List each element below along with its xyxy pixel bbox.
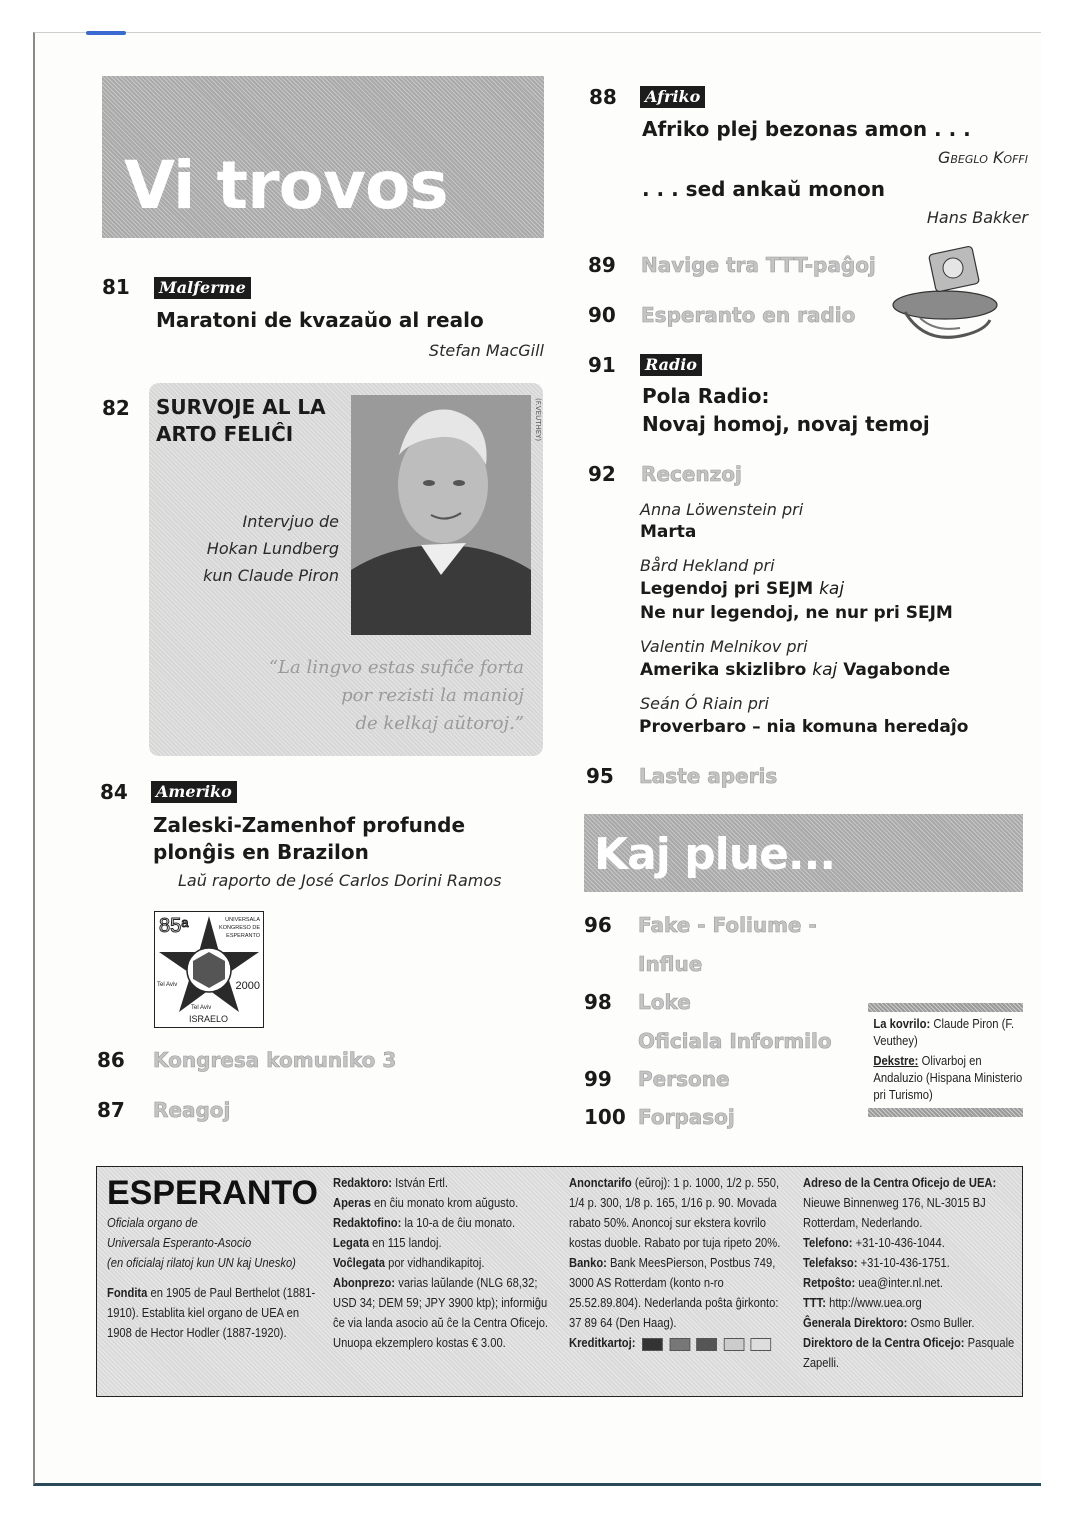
field-value: en 115 landoj.: [372, 1235, 442, 1250]
article-title-line[interactable]: Pola Radio:: [642, 384, 770, 408]
page-number: 86: [97, 1048, 125, 1072]
field-value: Bank MeesPierson, Postbus 749, 3000 AS Rotterdam (konto n-ro 25.52.89.804). Nederlanda poŝta ĝirkonto: 37 89 64 (Den Haag).: [569, 1255, 779, 1330]
computer-illustration-icon: [890, 240, 1010, 350]
credit-card-icons: [639, 1334, 772, 1354]
article-title[interactable]: Afriko plej bezonas amon . . .: [642, 117, 971, 141]
article-author: Hans Bakker: [926, 208, 1028, 227]
section-tag: Ameriko: [151, 781, 237, 803]
colophon-field: [333, 1213, 557, 1233]
photo-credit: (F.VEUTHEY): [534, 398, 542, 442]
note-divider: [868, 1108, 1023, 1117]
colophon-field: [333, 1193, 557, 1213]
field-label: Voĉlegata: [333, 1255, 385, 1270]
article-title-grey[interactable]: Laste aperis: [639, 764, 778, 788]
article-title-line[interactable]: Novaj homoj, novaj temoj: [642, 412, 930, 436]
note-label: La kovrilo:: [873, 1017, 931, 1031]
jcb-card-icon: [751, 1338, 772, 1351]
section-title-grey[interactable]: Persone: [638, 1067, 730, 1091]
section-title-grey[interactable]: Fake - Foliume -: [638, 913, 817, 937]
stamp-country: ISRAELO: [189, 1014, 229, 1024]
field-label: Telefakso:: [803, 1255, 858, 1270]
colophon-field: [569, 1173, 793, 1253]
article-title-grey[interactable]: Reagoj: [153, 1098, 231, 1122]
diners-card-icon: [724, 1338, 745, 1351]
colophon-field: [803, 1273, 1018, 1293]
pull-quote-line: por rezisti la manioj: [341, 685, 524, 706]
section-title-grey[interactable]: Forpasoj: [638, 1105, 735, 1129]
conjunction: kaj: [812, 660, 838, 680]
subtitle-line: (en oficialaj rilatoj kun UN kaj Unesko): [107, 1255, 296, 1270]
reviewer-name: Valentin Melnikov pri: [640, 637, 808, 656]
field-label: Retpoŝto:: [803, 1275, 856, 1290]
section-title-grey[interactable]: Oficiala Informilo: [638, 1029, 832, 1053]
section-title-grey[interactable]: Loke: [638, 990, 691, 1014]
field-value: +31-10-436-1044.: [855, 1235, 945, 1250]
reviewed-book-line[interactable]: [640, 579, 844, 599]
field-value: +31-10-436-1751.: [860, 1255, 950, 1270]
book-title: Legendoj pri SEJM: [640, 579, 814, 599]
cover-note: [868, 1003, 1023, 1117]
portrait-illustration: [351, 395, 531, 635]
section-title-grey[interactable]: Influe: [638, 952, 703, 976]
book-title: Amerika skizlibro: [640, 660, 807, 680]
stamp-line: KONGRESO DE: [219, 925, 260, 931]
colophon-field: [803, 1293, 1018, 1313]
note-value: Olivarboj en Andaluzio (Hispana Ministerio pri Turismo): [873, 1054, 1023, 1102]
page-number: 91: [588, 353, 616, 377]
banner-kaj-plue: [584, 814, 1023, 892]
interview-intro-line: Hokan Lundberg: [206, 539, 339, 558]
field-value: por vidhandikapitoj.: [388, 1255, 485, 1270]
feature-title-line[interactable]: ARTO FELIĈI: [156, 422, 294, 446]
article-title-grey[interactable]: Kongresa komuniko 3: [153, 1048, 397, 1072]
note-divider: [868, 1003, 1023, 1012]
reviewer-name: Seán Ó Riain pri: [640, 694, 769, 713]
note-label: Dekstre:: [873, 1054, 919, 1068]
subtitle-line: Universala Esperanto-Asocio: [107, 1235, 252, 1250]
article-title-line[interactable]: Zaleski-Zamenhof profunde: [153, 813, 466, 837]
email-link[interactable]: uea@inter.nl.net.: [858, 1275, 943, 1290]
section-tag: Afriko: [640, 86, 705, 108]
section-tag: Malferme: [154, 277, 251, 299]
colophon-field: [803, 1333, 1018, 1373]
field-label: Direktoro de la Centra Oficejo:: [803, 1335, 965, 1350]
colophon-field: [803, 1253, 1018, 1273]
field-label: TTT:: [803, 1295, 826, 1310]
field-value: varias laŭlande (NLG 68,32; USD 34; DEM 59; JPY 3900 ktp); informiĝu ĉe via landa asocio aŭ ĉe la Centra Oficejo. Unuopa ekzemplero kostas € 3.00.: [333, 1275, 549, 1350]
stamp-number: [159, 915, 188, 938]
colophon-field: [803, 1233, 1018, 1253]
reviewed-book-line[interactable]: [640, 660, 950, 680]
article-author: Laŭ raporto de José Carlos Dorini Ramos: [178, 871, 502, 890]
note-value: Claude Piron (F. Veuthey): [873, 1017, 1015, 1048]
page-number: 84: [100, 780, 128, 804]
field-value: Nieuwe Binnenweg 176, NL-3015 BJ Rotterdam, Nederlando.: [803, 1195, 986, 1230]
colophon-field: [569, 1253, 793, 1333]
field-label: Banko:: [569, 1255, 607, 1270]
colophon-field: [803, 1313, 1018, 1333]
pull-quote-line: “La lingvo estas sufiĉe forta: [268, 657, 524, 678]
page-number: 89: [588, 253, 616, 277]
stamp-city: Tel Aviv: [191, 1005, 212, 1011]
portrait-photo: [351, 395, 531, 635]
colophon-col-2: [333, 1173, 557, 1353]
website-link[interactable]: http://www.uea.org: [829, 1295, 922, 1310]
subtitle-line: Oficiala organo de: [107, 1215, 198, 1230]
article-title-grey[interactable]: Navige tra TTT-paĝoj: [641, 253, 876, 277]
page-number: 88: [589, 85, 617, 109]
page-number: 96: [584, 913, 612, 937]
stamp-year: 2000: [235, 980, 260, 992]
pull-quote-line: de kelkaj aŭtoroj.”: [355, 713, 524, 734]
esperanto-logo: ESPERANTO: [107, 1174, 318, 1212]
page-number: 82: [102, 396, 130, 420]
field-label: Legata: [333, 1235, 370, 1250]
page-number: 95: [586, 764, 614, 788]
stamp-superscript: a: [181, 915, 189, 930]
field-label: Aperas: [333, 1195, 371, 1210]
page-number: 98: [584, 990, 612, 1014]
page-number: 92: [588, 462, 616, 486]
reviewed-book[interactable]: Proverbaro – nia komuna heredaĵo: [639, 717, 969, 737]
stamp-edition: 85: [159, 915, 182, 937]
banner-title: Vi trovos: [124, 147, 448, 224]
field-label: Fondita: [107, 1285, 148, 1300]
colophon-col-4: [803, 1173, 1017, 1373]
stamp-caption: [219, 916, 260, 940]
field-label: Redaktoro:: [333, 1175, 393, 1190]
colophon-field: [333, 1233, 557, 1253]
colophon-box: [96, 1166, 1023, 1397]
field-label: Anonctarifo: [569, 1175, 632, 1190]
article-title-grey[interactable]: Esperanto en radio: [641, 303, 856, 327]
section-tag: Radio: [640, 354, 702, 376]
page-number: 99: [584, 1067, 612, 1091]
field-value: Pasquale Zapelli.: [803, 1335, 1015, 1370]
colophon-col-1: [107, 1173, 327, 1343]
colophon-field: [333, 1273, 557, 1353]
colophon-field: [333, 1173, 557, 1193]
feature-title-line[interactable]: SURVOJE AL LA: [156, 395, 326, 419]
reviewer-name: Bård Hekland pri: [640, 556, 775, 575]
page-number: 81: [102, 275, 130, 299]
article-author: Stefan MacGill: [428, 341, 544, 360]
field-value: en ĉiu monato krom aŭgusto.: [374, 1195, 519, 1210]
field-value: István Ertl.: [395, 1175, 448, 1190]
article-author: Gbeglo Koffi: [937, 148, 1028, 167]
article-title[interactable]: Maratoni de kvazaŭo al realo: [156, 308, 484, 332]
colophon-field: [803, 1173, 1018, 1233]
stamp-line: UNIVERSALA: [225, 917, 260, 923]
page-number: 87: [97, 1098, 125, 1122]
page-number: 100: [584, 1105, 626, 1129]
colophon-field: [333, 1253, 557, 1273]
note-text: [868, 1012, 1032, 1108]
article-title-grey[interactable]: Recenzoj: [641, 462, 742, 486]
field-value: en 1905 de Paul Berthelot (1881-1910). Establita kiel organo de UEA en 1908 de Hector Hodler (1887-1920).: [107, 1285, 316, 1340]
page-number: 90: [588, 303, 616, 327]
reviewer-name: Anna Löwenstein pri: [640, 500, 804, 519]
interview-intro-line: kun Claude Piron: [203, 566, 339, 585]
field-value: la 10-a de ĉiu monato.: [404, 1215, 516, 1230]
book-title: Vagabonde: [843, 660, 951, 680]
colophon-field: [569, 1333, 793, 1354]
banner-vi-trovos: [102, 76, 544, 238]
eurocard-icon: [669, 1338, 690, 1351]
congress-stamp: [154, 911, 264, 1028]
reviewed-book[interactable]: Marta: [640, 522, 697, 542]
colophon-col-3: [569, 1173, 793, 1354]
stamp-line: ESPERANTO: [226, 933, 260, 939]
field-label: Kreditkartoj:: [569, 1335, 636, 1350]
visa-card-icon: [642, 1338, 663, 1351]
field-label: Abonprezo:: [333, 1275, 396, 1290]
field-label: Redaktofino:: [333, 1215, 402, 1230]
amex-card-icon: [696, 1338, 717, 1351]
banner-title: Kaj plue...: [594, 829, 836, 880]
interview-intro-line: Intervjuo de: [242, 512, 339, 531]
field-label: Adreso de la Centra Oficejo de UEA:: [803, 1175, 997, 1190]
field-value: (eŭroj): 1 p. 1000, 1/2 p. 550, 1/4 p. 300, 1/8 p. 165, 1/16 p. 90. Movada rabato 50%. Anoncoj sur ekstera kovrilo kostas duoble. Rabato por tuja ripeto 20%.: [569, 1175, 781, 1250]
field-label: Telefono:: [803, 1235, 853, 1250]
article-title[interactable]: . . . sed ankaŭ monon: [642, 177, 885, 201]
founding-text: [107, 1283, 326, 1343]
reviewed-book[interactable]: Ne nur legendoj, ne nur pri SEJM: [640, 603, 953, 623]
field-value: Osmo Buller.: [910, 1315, 975, 1330]
field-label: Ĝenerala Direktoro:: [803, 1315, 908, 1330]
article-title-line[interactable]: plonĝis en Brazilon: [153, 840, 369, 864]
conjunction: kaj: [819, 579, 845, 599]
stamp-left-text: Tel Aviv: [157, 982, 178, 988]
scan-mark: [86, 31, 126, 35]
